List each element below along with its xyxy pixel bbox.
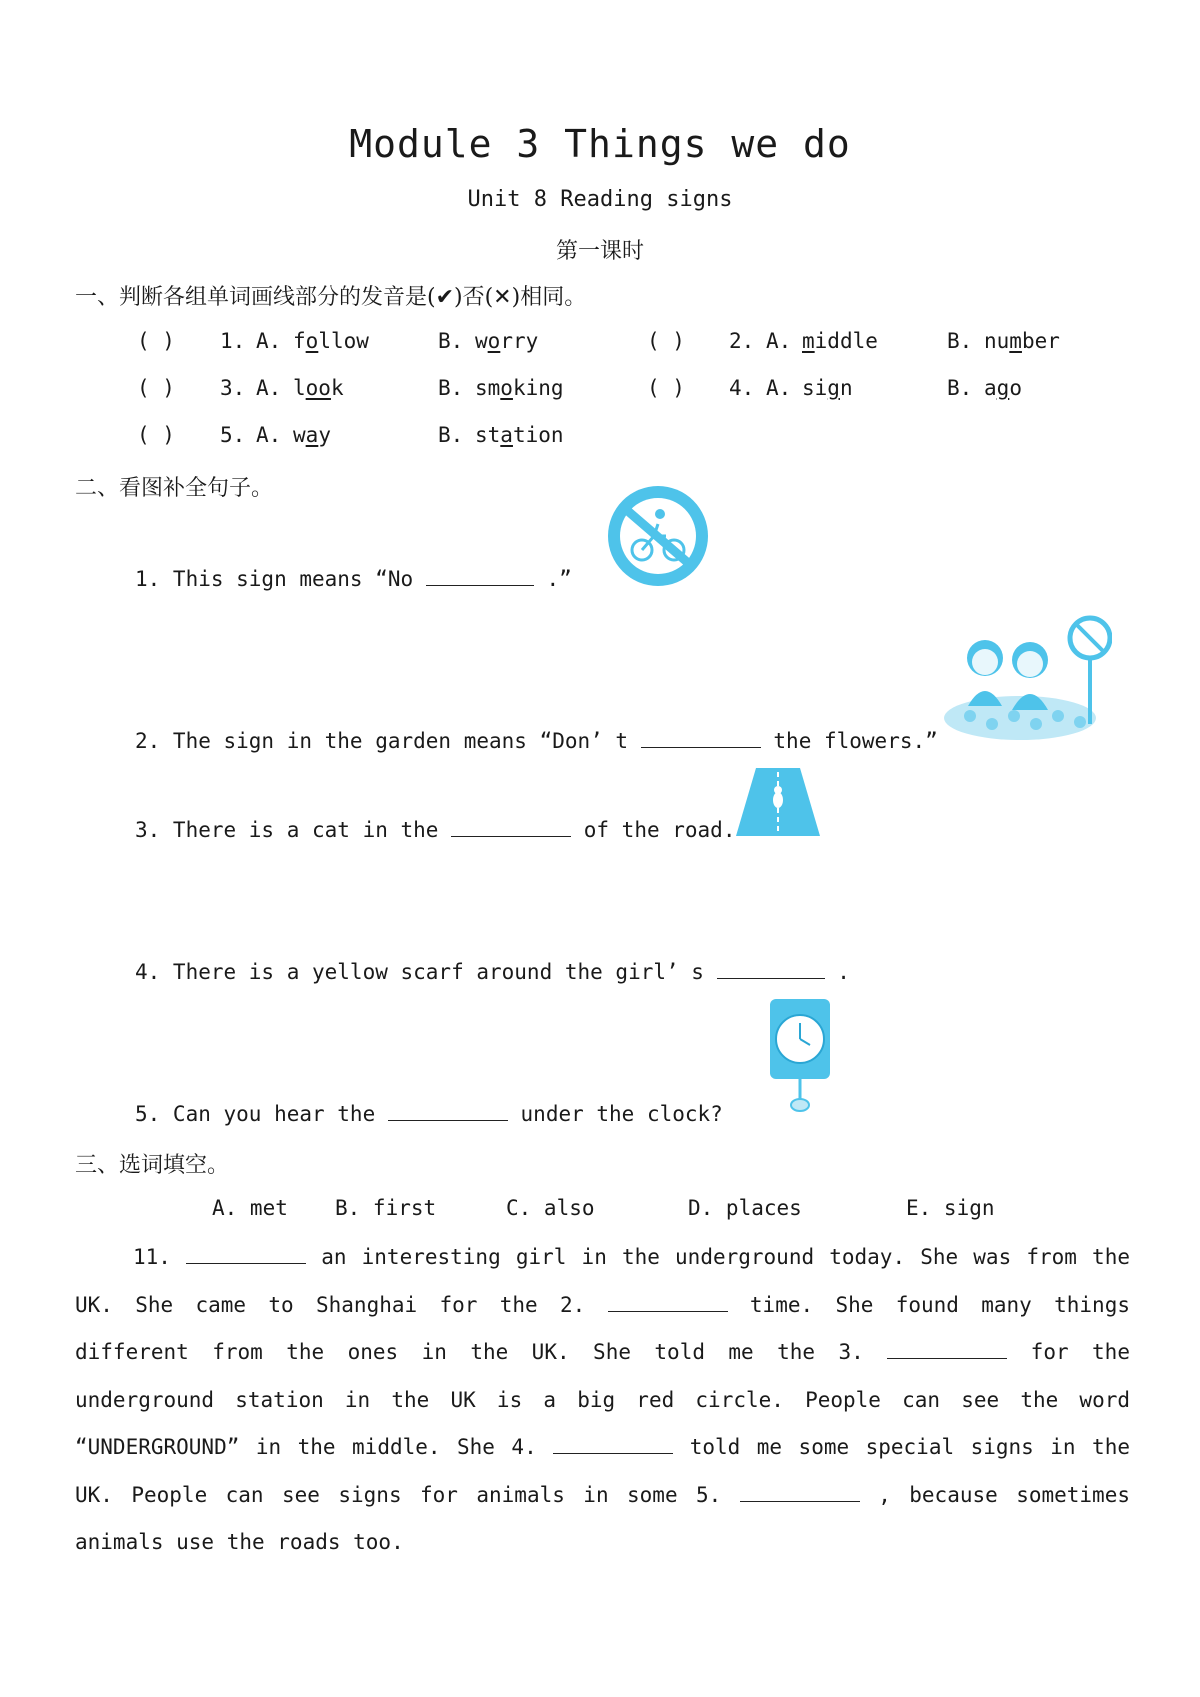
option-a-word: sign — [802, 376, 853, 400]
answer-paren[interactable]: ( ) — [137, 329, 175, 353]
section3-heading: 三、选词填空。 — [75, 1153, 230, 1178]
option-b-word: number — [984, 329, 1060, 353]
word-option: E. sign — [906, 1196, 995, 1220]
answer-blank[interactable] — [426, 584, 534, 586]
picture-question-2: 2. The sign in the garden means “Don’ t the flowers.” — [135, 729, 938, 753]
lesson-label: 第一课时 — [555, 239, 644, 264]
answer-paren[interactable]: ( ) — [647, 329, 685, 353]
picture-question-5: 5. Can you hear the under the clock? — [135, 1102, 723, 1126]
option-a-label: A. — [256, 423, 282, 447]
option-a-word: follow — [293, 329, 369, 353]
option-b-word: ago — [984, 376, 1022, 400]
answer-paren[interactable]: ( ) — [137, 423, 175, 447]
word-option: B. first — [335, 1196, 437, 1220]
section2-heading: 二、看图补全句子。 — [75, 476, 274, 501]
option-a-label: A. — [766, 329, 792, 353]
item-number: 4. — [729, 376, 755, 400]
item-number: 1. — [220, 329, 246, 353]
option-b-label: B. — [947, 376, 973, 400]
answer-blank[interactable] — [451, 835, 571, 837]
option-a-label: A. — [766, 376, 792, 400]
picture-question-1: 1. This sign means “No .” — [135, 567, 572, 591]
item-number: 3. — [220, 376, 246, 400]
option-a-label: A. — [256, 376, 282, 400]
option-b-word: station — [475, 423, 564, 447]
item-number: 5. — [220, 423, 246, 447]
clock-picture — [764, 995, 836, 1117]
answer-blank[interactable] — [740, 1500, 860, 1502]
word-option: D. places — [688, 1196, 802, 1220]
answer-blank[interactable] — [186, 1262, 306, 1264]
item-number: 2. — [729, 329, 755, 353]
picture-question-4: 4. There is a yellow scarf around the girl’ s . — [135, 960, 850, 984]
answer-paren[interactable]: ( ) — [137, 376, 175, 400]
cloze-passage: 11. an interesting girl in the underground today. She was from the UK. She came to Shanghai for the 2. time. She found many things different from the ones in the UK. She told me the 3. for the underground station in the UK is a big red circle. People can see the word “UNDERGROUND” in the middle. She 4. told me some special signs in the UK. People can see signs for animals in some 5. , because sometimes animals use the roads too. — [75, 1245, 1130, 1554]
page-title: Module 3 Things we do — [349, 122, 851, 166]
option-a-word: middle — [802, 329, 878, 353]
answer-blank[interactable] — [553, 1452, 673, 1454]
answer-blank[interactable] — [608, 1310, 728, 1312]
option-a-label: A. — [256, 329, 282, 353]
word-option: C. also — [506, 1196, 595, 1220]
option-b-label: B. — [947, 329, 973, 353]
answer-blank[interactable] — [388, 1119, 508, 1121]
answer-paren[interactable]: ( ) — [647, 376, 685, 400]
section1-heading: 一、判断各组单词画线部分的发音是(✔)否(✕)相同。 — [75, 285, 587, 310]
road-picture — [734, 766, 822, 838]
option-a-word: way — [293, 423, 331, 447]
option-b-label: B. — [438, 423, 464, 447]
answer-blank[interactable] — [717, 977, 825, 979]
picture-question-3: 3. There is a cat in the of the road. — [135, 818, 736, 842]
unit-subtitle: Unit 8 Reading signs — [467, 187, 733, 212]
option-a-word: look — [293, 376, 344, 400]
option-b-label: B. — [438, 376, 464, 400]
option-b-word: worry — [475, 329, 539, 353]
no-cycling-sign-icon — [600, 480, 716, 592]
option-b-word: smoking — [475, 376, 564, 400]
answer-blank[interactable] — [641, 746, 761, 748]
garden-sign-picture — [940, 606, 1112, 744]
answer-blank[interactable] — [887, 1357, 1007, 1359]
option-b-label: B. — [438, 329, 464, 353]
word-option: A. met — [212, 1196, 288, 1220]
